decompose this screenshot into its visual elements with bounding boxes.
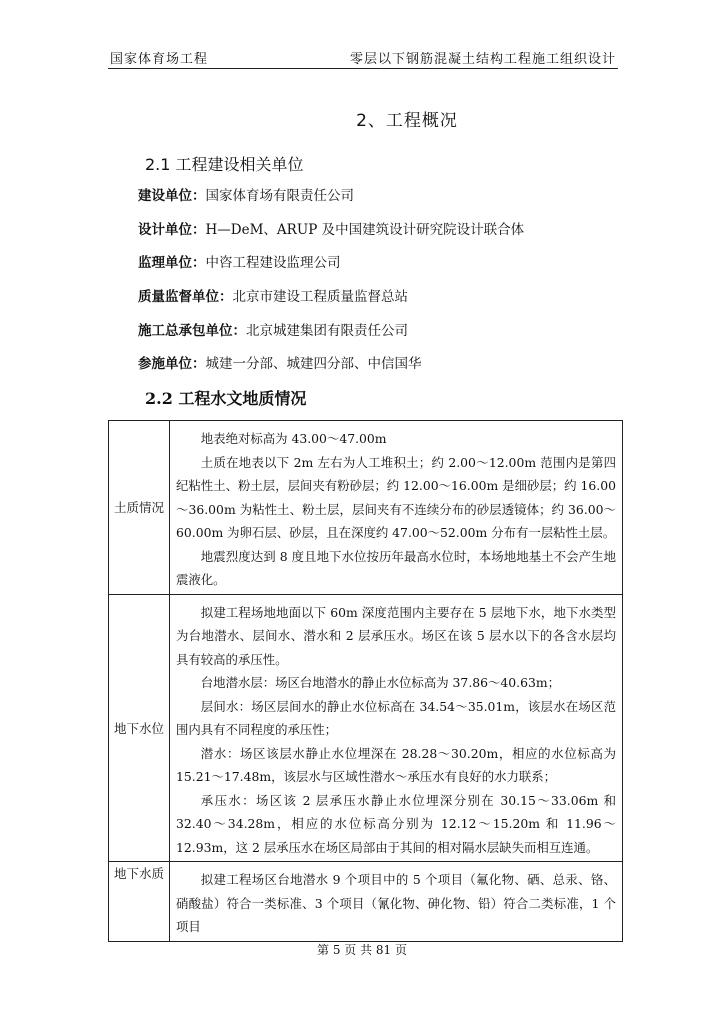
unit-key: 施工总承包单位： [138,322,246,339]
section-2-2-heading: 2.2 工程水文地质情况 [145,389,307,408]
row-label: 土质情况 [109,421,170,595]
paragraph: 土质在地表以下 2m 左右为人工堆积土；约 2.00～12.00m 范围内是第四纪粘性土、粉土层，层间夹有粉砂层；约 12.00～16.00m 是细砂层；约 16.00～36.00m 为粘性土、粉土层，层间夹有不连续分布的砂层透镜体；约 36.00～60.00m 为卵石层、砂层，且在深度约 47.00～52.00m 分布有一层粘性土层。 [176,454,616,540]
unit-value: 北京城建集团有限责任公司 [246,322,408,339]
paragraph: 潜水：场区该层水静止水位埋深在 28.28～30.20m，相应的水位标高为 15.21～17.48m，该层水与区域性潜水～承压水有良好的水力联系； [176,745,616,784]
unit-value: H—DeM、ARUP 及中国建筑设计研究院设计联合体 [205,221,525,238]
hydrogeology-table [108,420,623,942]
paragraph: 拟建工程场区台地潜水 9 个项目中的 5 个项目（氟化物、硒、总汞、铬、硝酸盐）符合一类标准、3 个项目（氰化物、砷化物、铅）符合二类标准，1 个项目 [176,872,616,934]
page-footer: 第 5 页 共 81 页 [317,943,407,957]
page-header [108,46,618,69]
unit-owner [138,186,618,220]
paragraph: 拟建工程场地地面以下 60m 深度范围内主要存在 5 层地下水，地下水类型为台地潜水、层间水、潜水和 2 层承压水。场区在该 5 层水以下的各含水层均具有较高的承压性。 [176,604,616,667]
table-row [109,594,623,862]
related-units-list [138,186,618,388]
unit-general-contractor [138,321,618,355]
section-title: 2、工程概况 [356,111,458,131]
unit-value: 北京市建设工程质量监督总站 [232,289,408,306]
header-project-name: 国家体育场工程 [110,52,209,67]
paragraph: 层间水：场区层间水的静止水位标高在 34.54～35.01m，该层水在场区范围内具有不同程度的承压性； [176,698,616,737]
unit-participants [138,354,618,388]
unit-key: 参施单位： [138,356,206,373]
unit-key: 监理单位： [138,255,206,272]
row-content [170,421,623,595]
unit-quality-inspection [138,287,618,321]
unit-key: 建设单位： [138,188,206,204]
header-document-title: 零层以下钢筋混凝土结构工程施工组织设计 [349,52,616,67]
row-label: 地下水质 [109,862,170,942]
paragraph: 地表绝对标高为 43.00～47.00m [200,431,387,446]
unit-value: 国家体育场有限责任公司 [205,188,354,204]
unit-value: 城建一分部、城建四分部、中信国华 [205,356,422,373]
unit-key: 设计单位： [138,221,206,238]
unit-designer [138,220,618,254]
row-content [170,594,623,862]
section-2-1-heading: 2.1 工程建设相关单位 [145,155,304,174]
paragraph: 台地潜水层：场区台地潜水的静止水位标高为 37.86～40.63m； [200,675,561,690]
row-content [170,862,623,942]
unit-key: 质量监督单位： [138,289,233,306]
unit-value: 中咨工程建设监理公司 [205,255,341,272]
unit-supervisor [138,253,618,287]
paragraph: 承压水：场区该 2 层承压水静止水位埋深分别在 30.15～33.06m 和 32.40～34.28m，相应的水位标高分别为 12.12～15.20m 和 11.96～12.93m，这 2 层承压水在场区局部由于其间的相对隔水层缺失而相互连通。 [176,792,616,855]
table-row [109,421,623,595]
table-row [109,862,623,942]
paragraph: 地震烈度达到 8 度且地下水位按历年最高水位时，本场地地基土不会产生地震液化。 [176,548,616,587]
row-label: 地下水位 [109,594,170,862]
